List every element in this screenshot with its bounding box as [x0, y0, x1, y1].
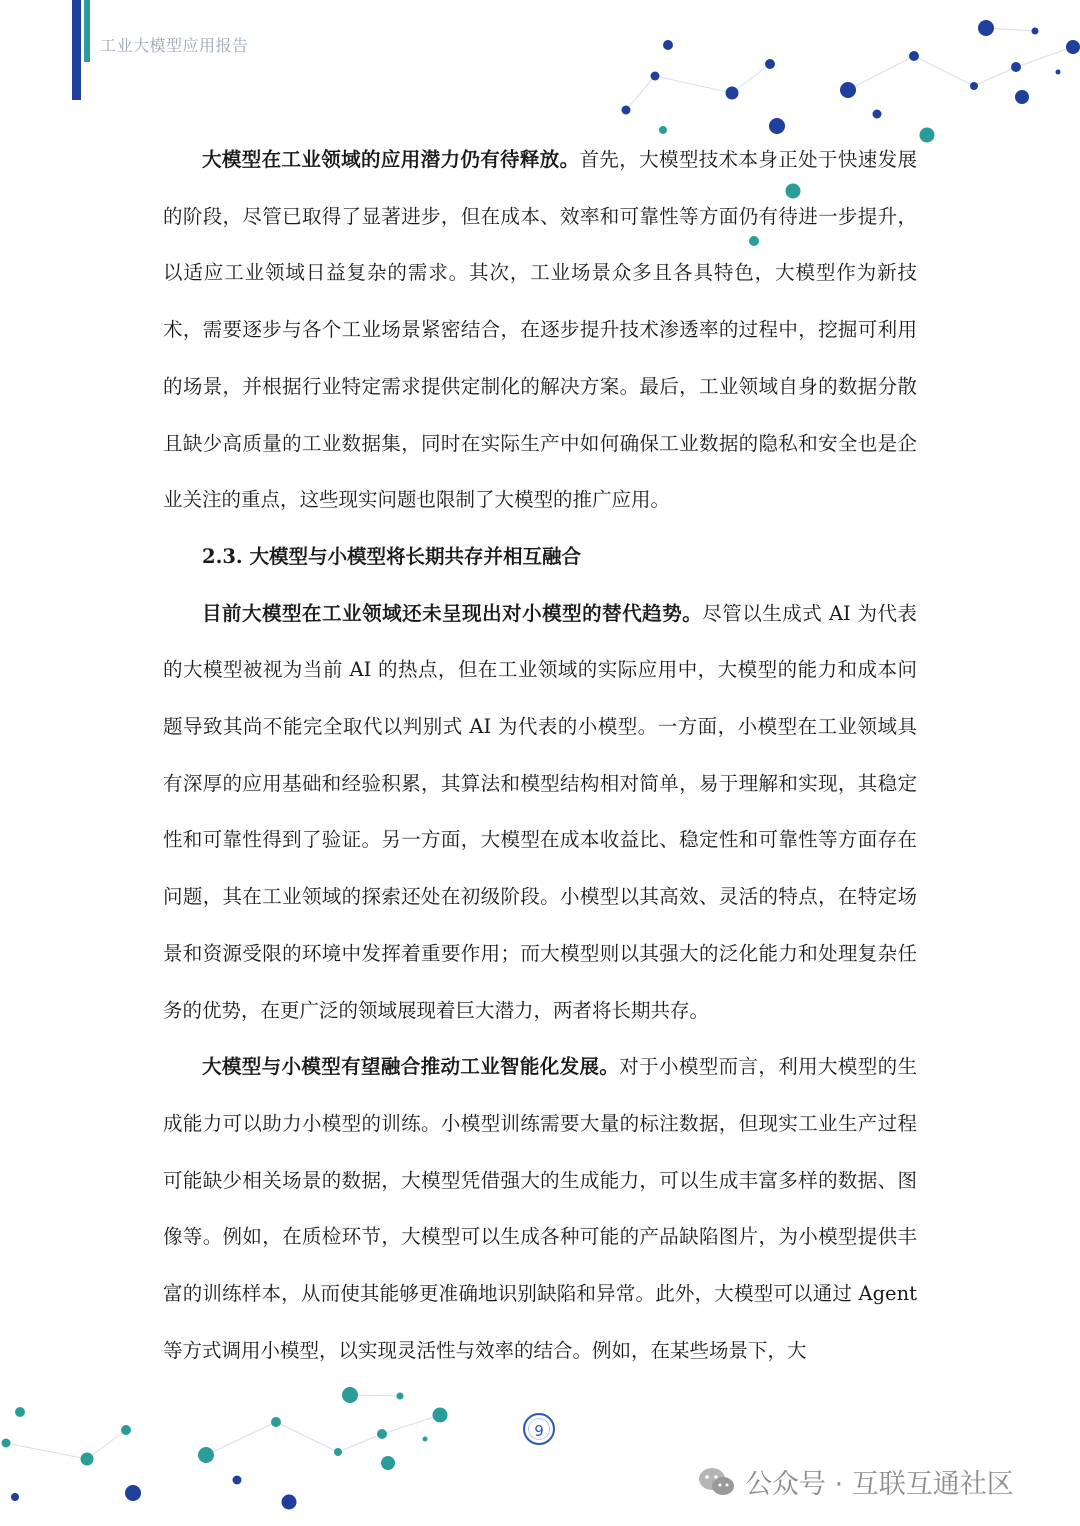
deco-dot: [765, 59, 775, 69]
page-number: 9: [523, 1413, 555, 1445]
paragraph-lead: 大模型在工业领域的应用潜力仍有待释放。: [202, 148, 580, 171]
deco-dot: [334, 1448, 342, 1456]
deco-dot: [622, 106, 631, 115]
watermark-text: 公众号 · 互联互通社区: [745, 1469, 1014, 1500]
deco-dot: [663, 40, 673, 50]
deco-dot: [81, 1453, 94, 1466]
deco-dot: [433, 1408, 448, 1423]
paragraph-fusion: [163, 1039, 917, 1379]
deco-dot: [198, 1447, 214, 1463]
paragraph-body: 对于小模型而言，利用大模型的生成能力可以助力小模型的训练。小模型训练需要大量的标注数据，但现实工业生产过程可能缺少相关场景的数据，大模型凭借强大的生成能力，可以生成丰富多样的数据、图像等。例如，在质检环节，大模型可以生成各种可能的产品缺陷图片，为小模型提供丰富的训练样本，从而使其能够更准确地识别缺陷和异常。此外，大模型可以通过 Agent 等方式调用小模型，以实现灵活性与效率的结合。例如，在某些场景下，大: [163, 1055, 917, 1362]
report-body: [163, 132, 917, 1379]
paragraph-lead: 大模型与小模型有望融合推动工业智能化发展。: [202, 1055, 620, 1079]
deco-dot: [1066, 40, 1080, 54]
deco-dot: [970, 82, 978, 90]
deco-dot: [1032, 28, 1039, 35]
deco-dot: [15, 1407, 25, 1417]
paragraph-coexistence: [163, 586, 917, 1040]
deco-dot: [381, 1456, 395, 1470]
paragraph-body: 尽管以生成式 AI 为代表的大模型被视为当前 AI 的热点，但在工业领域的实际应用中，大模型的能力和成本问题导致其尚不能完全取代以判别式 AI 为代表的小模型。一方面，小模型在工业领域具有深厚的应用基础和经验积累，其算法和模型结构相对简单，易于理解和实现，其稳定性和可靠性得到了验证。另一方面，大模型在成本收益比、稳定性和可靠性等方面存在问题，其在工业领域的探索还处在初级阶段。小模型以其高效、灵活的特点，在特定场景和资源受限的环境中发挥着重要作用；而大模型则以其强大的泛化能力和处理复杂任务的优势，在更广泛的领域展现着巨大潜力，两者将长期共存。: [163, 601, 917, 1022]
deco-dot: [11, 1493, 19, 1501]
deco-dot: [125, 1485, 141, 1501]
paragraph-potential: [163, 132, 917, 529]
deco-dot: [840, 82, 856, 98]
deco-dot: [920, 128, 935, 143]
deco-dot: [651, 72, 660, 81]
deco-dot: [726, 87, 739, 100]
paragraph-lead: 目前大模型在工业领域还未呈现出对小模型的替代趋势。: [202, 601, 703, 625]
deco-dot: [271, 1417, 281, 1427]
deco-dot: [233, 1476, 242, 1485]
deco-dot: [377, 1429, 387, 1439]
deco-dot: [978, 20, 994, 36]
deco-dot: [282, 1495, 297, 1510]
wechat-watermark: [697, 1462, 1014, 1501]
header-title: 工业大模型应用报告: [100, 36, 249, 55]
deco-dot: [873, 110, 882, 119]
deco-dot: [397, 1393, 404, 1400]
paragraph-body: 首先，大模型技术本身正处于快速发展的阶段，尽管已取得了显著进步，但在成本、效率和可靠性等方面仍有待进一步提升，以适应工业领域日益复杂的需求。其次，工业场景众多且各具特色，大模型作为新技术，需要逐步与各个工业场景紧密结合，在逐步提升技术渗透率的过程中，挖掘可利用的场景，并根据行业特定需求提供定制化的解决方案。最后，工业领域自身的数据分散且缺少高质量的工业数据集，同时在实际生产中如何确保工业数据的隐私和安全也是企业关注的重点，这些现实问题也限制了大模型的推广应用。: [163, 148, 917, 512]
deco-dot: [121, 1425, 131, 1435]
deco-dot: [1011, 62, 1021, 72]
deco-dot: [1015, 90, 1029, 104]
wechat-icon: [697, 1466, 735, 1498]
deco-dot: [342, 1387, 358, 1403]
deco-dot: [1056, 70, 1061, 75]
section-heading: 2.3. 大模型与小模型将长期共存并相互融合: [202, 544, 582, 568]
deco-dot: [2, 1439, 11, 1448]
deco-dot: [423, 1437, 428, 1442]
deco-dot: [909, 51, 919, 61]
